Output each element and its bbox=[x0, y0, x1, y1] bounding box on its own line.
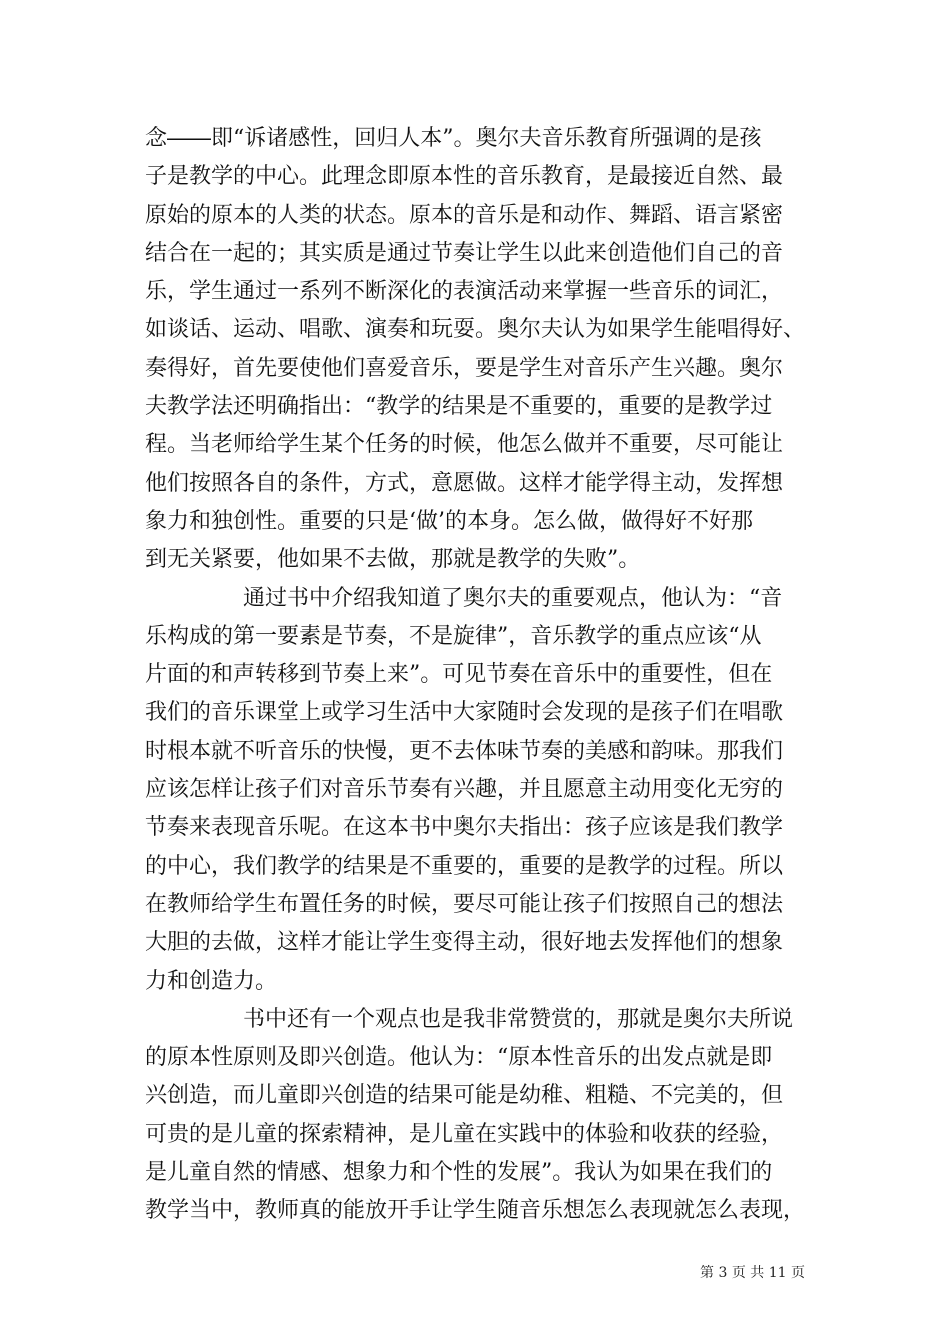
text-line: 原始的原本的人类的状态。原本的音乐是和动作、舞蹈、语言紧密 bbox=[145, 202, 784, 228]
text-line: 是儿童自然的情感、想象力和个性的发展”。我认为如果在我们的 bbox=[145, 1160, 773, 1186]
text-line: 我们的音乐课堂上或学习生活中大家随时会发现的是孩子们在唱歌 bbox=[145, 700, 784, 726]
text-line: 力和创造力。 bbox=[145, 968, 278, 994]
paragraph-first-line: 书中还有一个观点也是我非常赞赏的，那就是奥尔夫所说 bbox=[243, 1006, 794, 1032]
text-line: 大胆的去做，这样才能让学生变得主动，很好地去发挥他们的想象 bbox=[145, 930, 784, 956]
text-line: 节奏来表现音乐呢。在这本书中奥尔夫指出：孩子应该是我们教学 bbox=[145, 815, 784, 841]
text-line: 子是教学的中心。此理念即原本性的音乐教育，是最接近自然、最 bbox=[145, 164, 784, 190]
text-line: 如谈话、运动、唱歌、演奏和玩耍。奥尔夫认为如果学生能唱得好、 bbox=[145, 317, 806, 343]
text-line: 可贵的是儿童的探索精神，是儿童在实践中的体验和收获的经验， bbox=[145, 1121, 784, 1147]
text-line: 到无关紧要，他如果不去做，那就是教学的失败”。 bbox=[145, 547, 641, 573]
paragraph-first-line: 通过书中介绍我知道了奥尔夫的重要观点，他认为：“音 bbox=[243, 585, 783, 611]
text-line: 象力和独创性。重要的只是‘做’的本身。怎么做，做得好不好那 bbox=[145, 508, 753, 534]
text-line: 结合在一起的；其实质是通过节奏让学生以此来创造他们自己的音 bbox=[145, 240, 784, 266]
text-line: 乐构成的第一要素是节奏，不是旋律”，音乐教学的重点应该“从 bbox=[145, 623, 762, 649]
text-line: 应该怎样让孩子们对音乐节奏有兴趣，并且愿意主动用变化无穷的 bbox=[145, 777, 784, 803]
text-line: 念――即“诉诸感性，回归人本”。奥尔夫音乐教育所强调的是孩 bbox=[145, 126, 762, 151]
text-line: 在教师给学生布置任务的时候，要尽可能让孩子们按照自己的想法 bbox=[145, 891, 784, 917]
text-line: 乐，学生通过一系列不断深化的表演活动来掌握一些音乐的词汇， bbox=[145, 279, 784, 305]
text-line: 他们按照各自的条件，方式，意愿做。这样才能学得主动，发挥想 bbox=[145, 470, 784, 496]
text-line: 片面的和声转移到节奏上来”。可见节奏在音乐中的重要性，但在 bbox=[145, 662, 773, 688]
text-line: 时根本就不听音乐的快慢，更不去体味节奏的美感和韵味。那我们 bbox=[145, 738, 784, 764]
text-line: 兴创造，而儿童即兴创造的结果可能是幼稚、粗糙、不完美的，但 bbox=[145, 1083, 784, 1109]
text-line: 的中心，我们教学的结果是不重要的，重要的是教学的过程。所以 bbox=[145, 853, 784, 879]
text-line: 夫教学法还明确指出：“教学的结果是不重要的，重要的是教学过 bbox=[145, 394, 773, 420]
text-line: 程。当老师给学生某个任务的时候，他怎么做并不重要，尽可能让 bbox=[145, 432, 784, 458]
page-number: 第 3 页 共 11 页 bbox=[700, 1265, 805, 1281]
body-text bbox=[145, 120, 825, 1231]
text-line: 教学当中，教师真的能放开手让学生随音乐想怎么表现就怎么表现， bbox=[145, 1198, 806, 1224]
text-line: 的原本性原则及即兴创造。他认为：“原本性音乐的出发点就是即 bbox=[145, 1045, 773, 1071]
text-line: 奏得好，首先要使他们喜爱音乐，要是学生对音乐产生兴趣。奥尔 bbox=[145, 355, 784, 381]
